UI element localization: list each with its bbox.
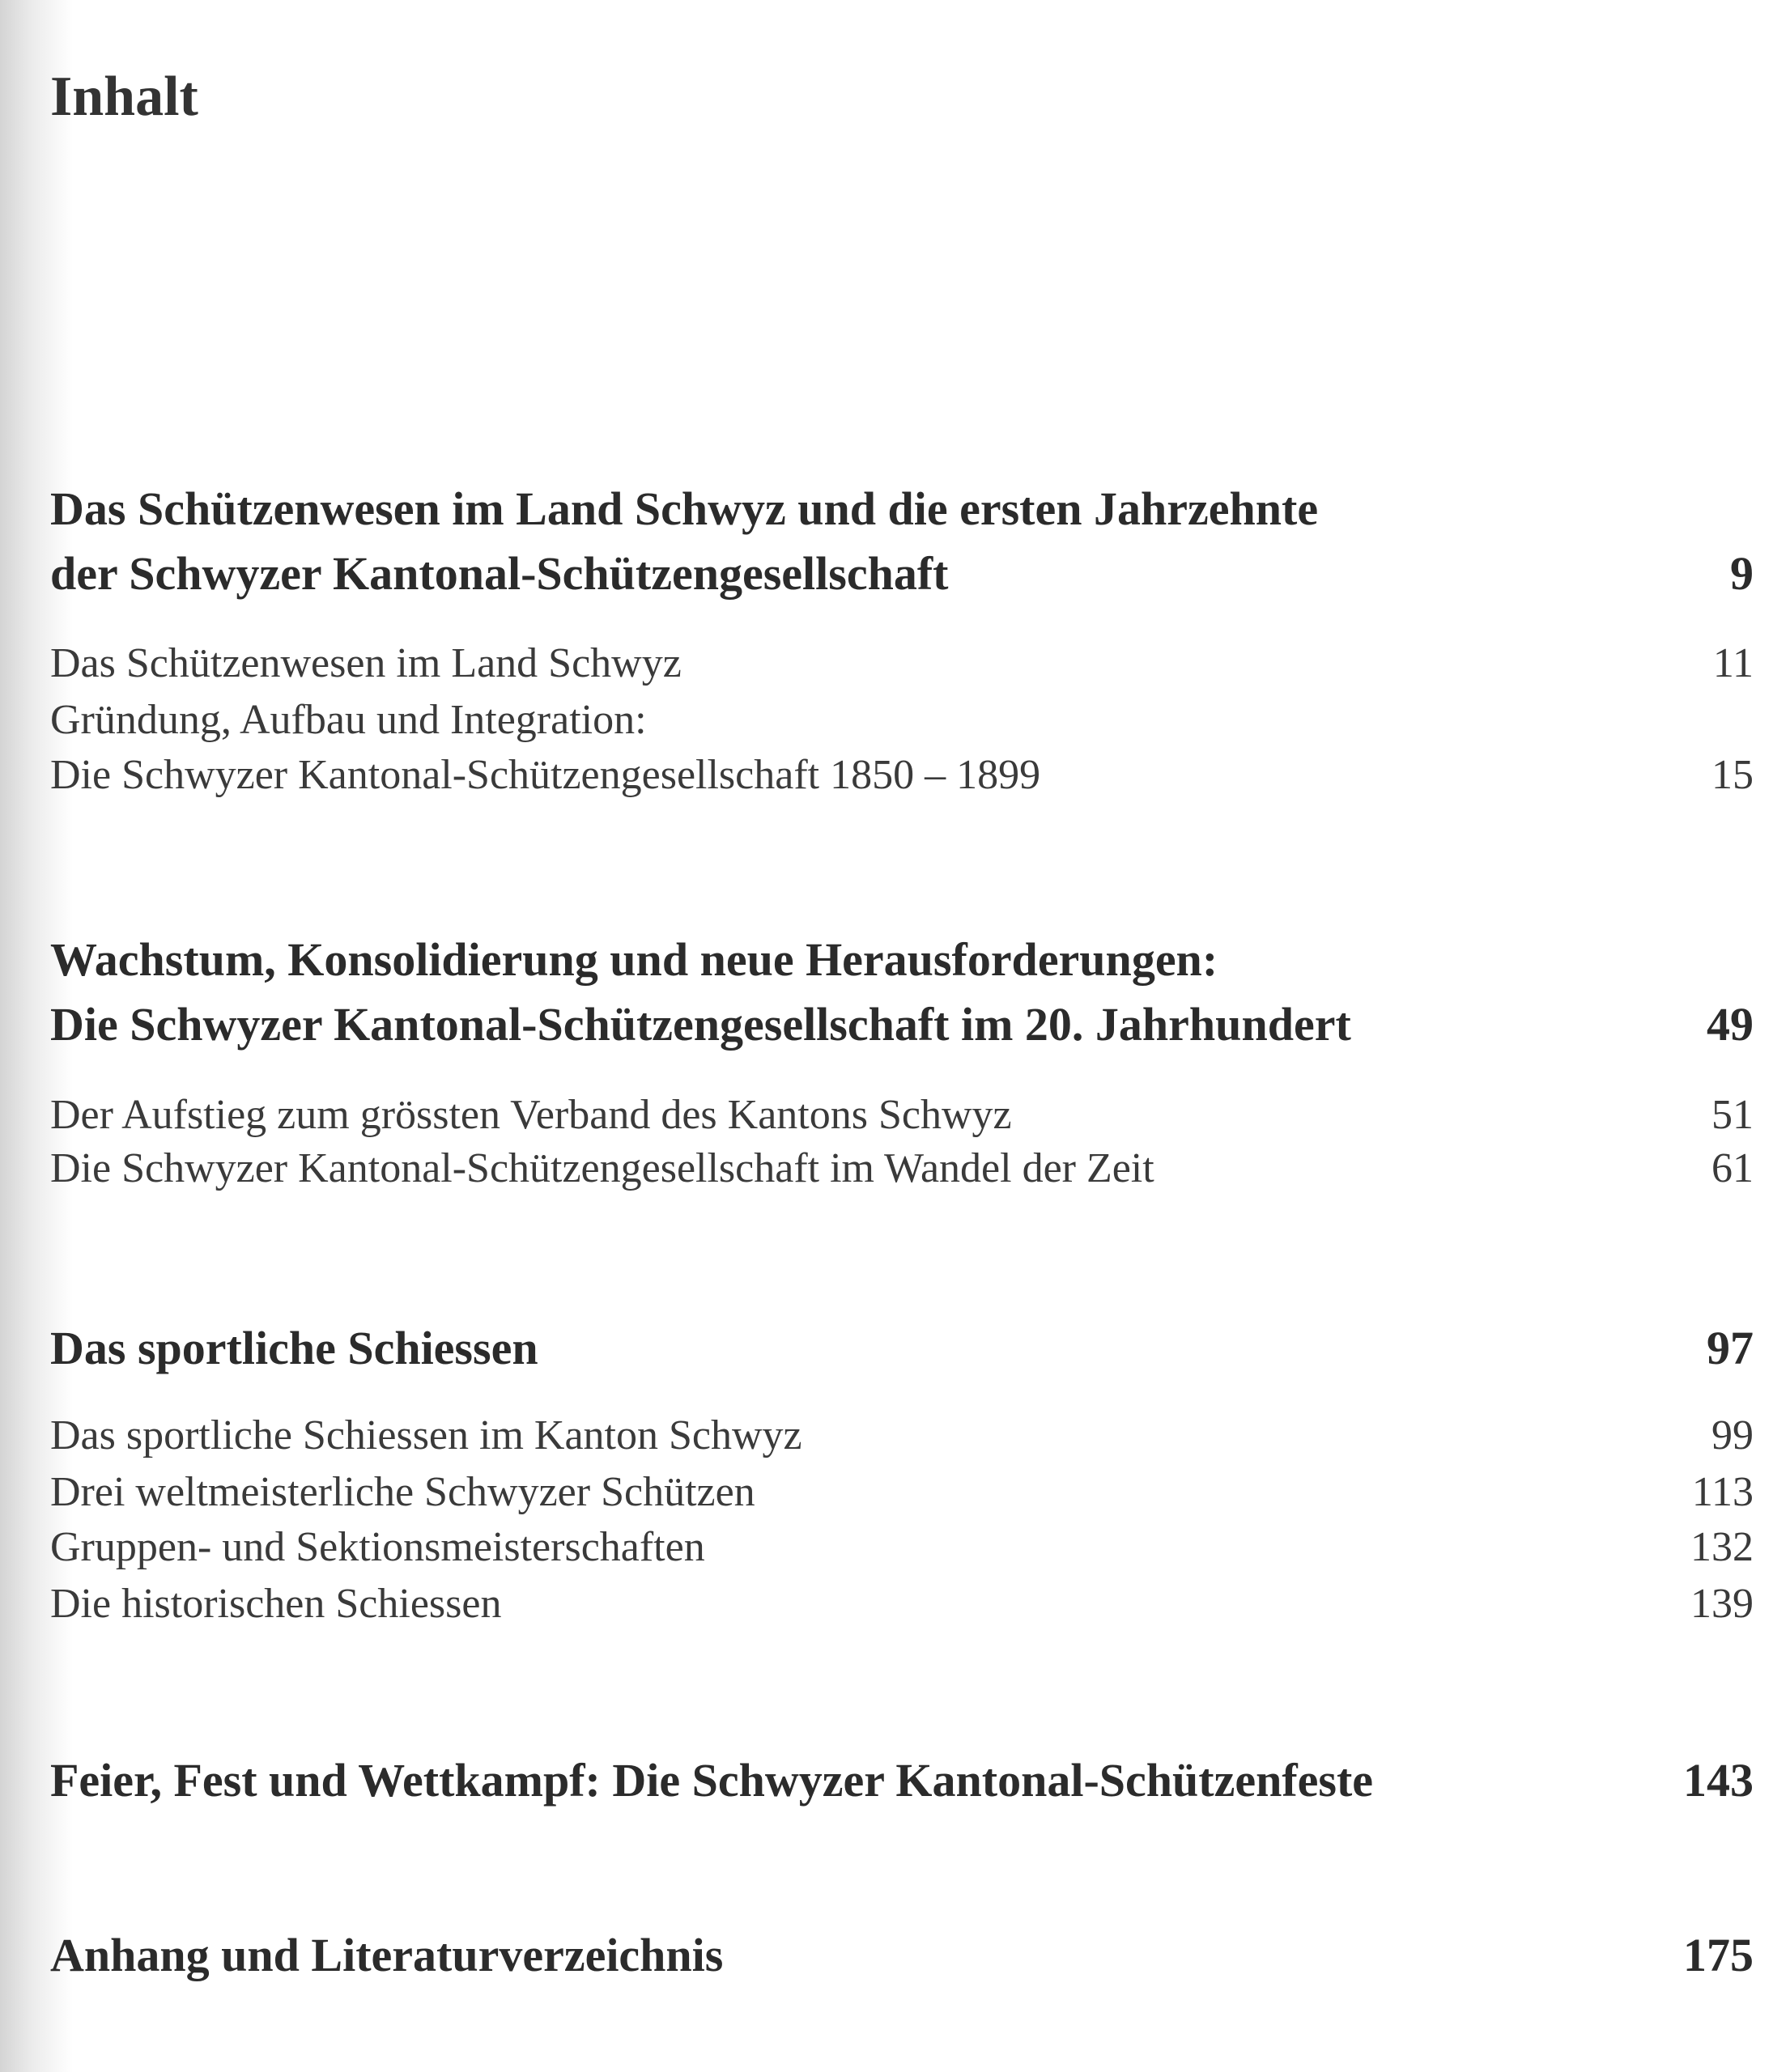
section-1-2-line-2: Die Schwyzer Kantonal-Schützengesellschaft 1850 – 1899 15 <box>50 752 1754 798</box>
section-2-2-page-number: 61 <box>1711 1145 1754 1191</box>
chapter-1-heading-line-2: der Schwyzer Kantonal-Schützengesellschaft 9 <box>50 547 1754 600</box>
section-3-4: Die historischen Schiessen 139 <box>50 1581 1754 1627</box>
section-3-1-page-number: 99 <box>1711 1412 1754 1458</box>
section-1-2-line-1: Gründung, Aufbau und Integration: <box>50 697 647 743</box>
section-3-4-page-number: 139 <box>1690 1581 1754 1627</box>
section-3-2: Drei weltmeisterliche Schwyzer Schützen 113 <box>50 1469 1754 1515</box>
chapter-3-page-number: 97 <box>1707 1322 1754 1374</box>
chapter-2-heading-line-1: Wachstum, Konsolidierung und neue Herausforderungen: <box>50 933 1218 986</box>
chapter-5-heading: Anhang und Literaturverzeichnis 175 <box>50 1929 1754 1981</box>
chapter-5-page-number: 175 <box>1683 1929 1754 1981</box>
section-3-1: Das sportliche Schiessen im Kanton Schwyz 99 <box>50 1412 1754 1458</box>
section-1-1: Das Schützenwesen im Land Schwyz 11 <box>50 640 1754 686</box>
section-2-2: Die Schwyzer Kantonal-Schützengesellschaft im Wandel der Zeit 61 <box>50 1145 1754 1191</box>
chapter-4-page-number: 143 <box>1683 1754 1754 1807</box>
chapter-2-heading-line-2: Die Schwyzer Kantonal-Schützengesellschaft im 20. Jahrhundert 49 <box>50 998 1754 1051</box>
chapter-2-page-number: 49 <box>1707 998 1754 1051</box>
section-2-1: Der Aufstieg zum grössten Verband des Kantons Schwyz 51 <box>50 1092 1754 1138</box>
chapter-3-heading: Das sportliche Schiessen 97 <box>50 1322 1754 1374</box>
chapter-4-heading: Feier, Fest und Wettkampf: Die Schwyzer Kantonal-Schützenfeste 143 <box>50 1754 1754 1807</box>
section-3-3: Gruppen- und Sektionsmeisterschaften 132 <box>50 1524 1754 1570</box>
section-1-1-page-number: 11 <box>1712 640 1754 686</box>
section-1-2-page-number: 15 <box>1711 752 1754 798</box>
page-title: Inhalt <box>50 66 198 128</box>
section-3-2-page-number: 113 <box>1691 1469 1754 1515</box>
chapter-1-heading-line-1: Das Schützenwesen im Land Schwyz und die ersten Jahrzehnte <box>50 482 1319 535</box>
section-3-3-page-number: 132 <box>1690 1524 1754 1570</box>
chapter-1-page-number: 9 <box>1730 547 1754 600</box>
section-2-1-page-number: 51 <box>1711 1092 1754 1138</box>
